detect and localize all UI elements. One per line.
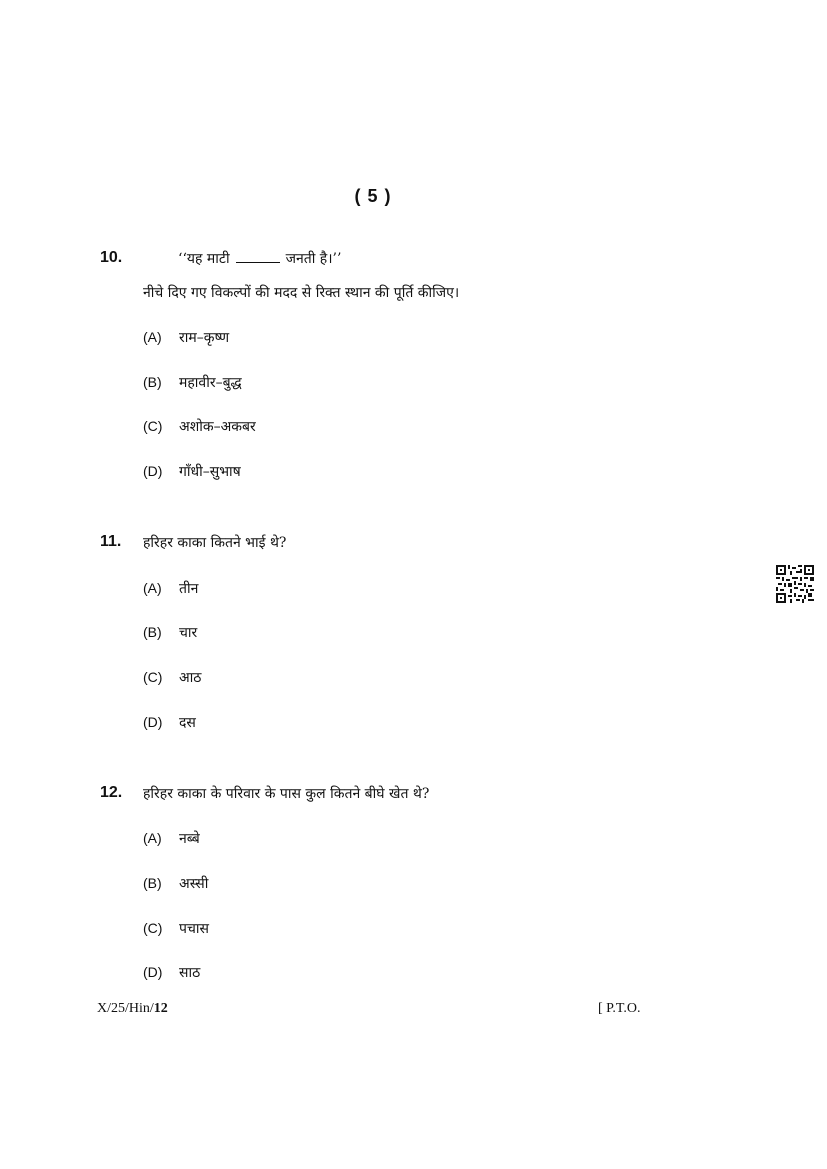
option-c [143, 417, 256, 436]
option-text: दस [179, 715, 196, 731]
option-label: (B) [143, 374, 162, 390]
option-label: (A) [143, 580, 162, 596]
option-text: अस्सी [179, 876, 209, 892]
question-text [178, 249, 341, 268]
paper-code [97, 1001, 168, 1017]
option-text: साठ [179, 965, 201, 981]
option-label: (C) [143, 418, 163, 434]
option-a [143, 829, 200, 848]
option-text: महावीर–बुद्ध [179, 375, 242, 391]
question-text: हरिहर काका कितने भाई थे? [143, 535, 287, 551]
option-label: (C) [143, 920, 163, 936]
option-label: (B) [143, 624, 162, 640]
option-d [143, 713, 196, 732]
option-a [143, 328, 229, 347]
question-number: 12. [100, 784, 123, 801]
option-text: नब्बे [179, 831, 200, 847]
option-b [143, 373, 242, 392]
question-text: हरिहर काका के परिवार के पास कुल कितने बीघे खेत थे? [143, 786, 430, 802]
option-c [143, 668, 201, 687]
option-d [143, 462, 241, 481]
qr-code-icon [776, 565, 814, 603]
option-label: (D) [143, 964, 163, 980]
option-text: आठ [179, 670, 202, 686]
option-b [143, 623, 197, 642]
option-text: गाँधी–सुभाष [179, 464, 241, 480]
pto-label: [ P.T.O. [598, 1001, 641, 1016]
option-text: पचास [179, 921, 209, 937]
fill-blank [236, 262, 280, 263]
paper-code-number: 12 [153, 1001, 168, 1016]
option-a [143, 579, 198, 598]
question-text-before: ‘‘यह माटी [178, 251, 230, 267]
question-number: 10. [100, 249, 123, 266]
question-number: 11. [100, 533, 122, 550]
option-b [143, 874, 208, 893]
option-d [143, 963, 200, 982]
page-number: ( 5 ) [354, 186, 392, 206]
option-text: चार [179, 625, 198, 641]
option-text: अशोक–अकबर [179, 419, 256, 435]
option-text: राम–कृष्ण [179, 330, 230, 346]
option-text: तीन [179, 581, 199, 597]
question-instruction: नीचे दिए गए विकल्पों की मदद से रिक्त स्थान की पूर्ति कीजिए। [143, 285, 460, 301]
option-label: (D) [143, 714, 163, 730]
option-c [143, 919, 209, 938]
question-text-after: जनती है।’’ [285, 251, 342, 267]
paper-code-prefix: X/25/Hin/ [97, 1001, 154, 1016]
option-label: (A) [143, 830, 162, 846]
option-label: (C) [143, 669, 163, 685]
option-label: (B) [143, 875, 162, 891]
option-label: (A) [143, 329, 162, 345]
option-label: (D) [143, 463, 163, 479]
